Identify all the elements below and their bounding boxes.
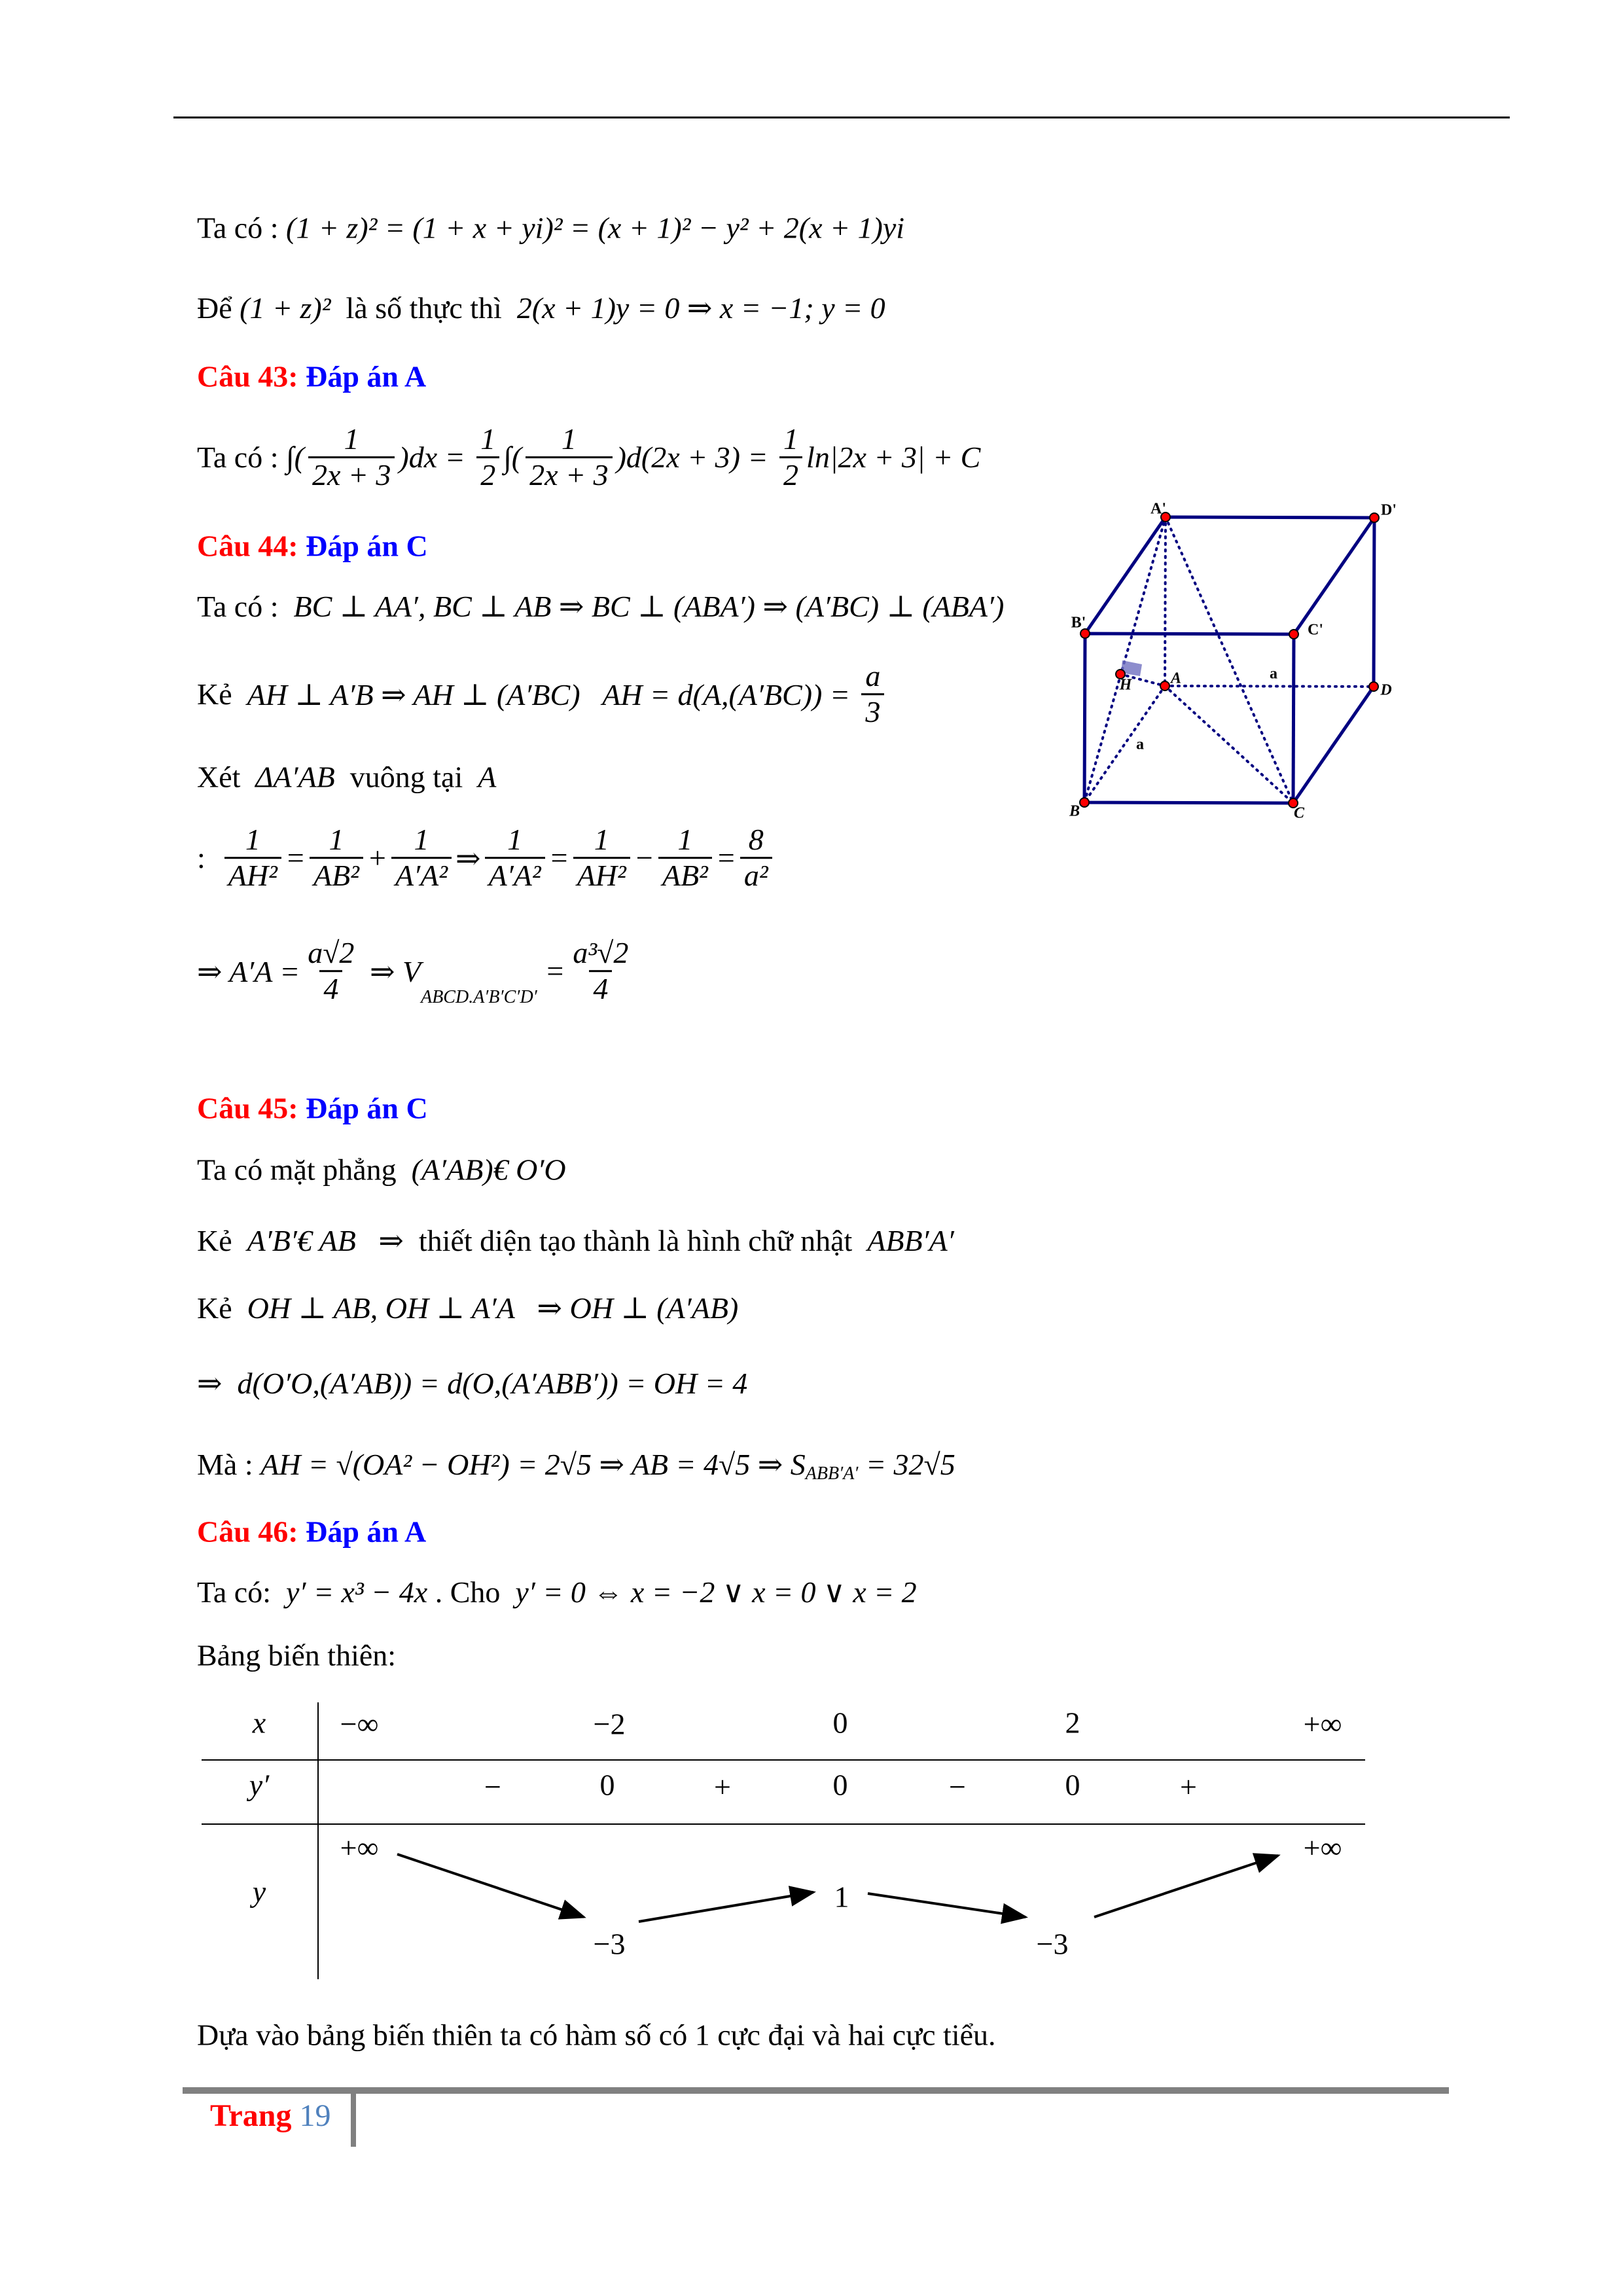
label-h: H [1119, 676, 1132, 694]
label-c-prime: C' [1308, 621, 1323, 639]
math-expression: ⇒ d(O′O,(A′AB)) = d(O,(A′ABB′)) = OH = 4 [197, 1367, 748, 1400]
fraction-denominator: 3 [861, 694, 884, 728]
fraction-numerator: a [865, 659, 881, 693]
math-expression: = [548, 841, 569, 875]
y-value: −3 [593, 1927, 626, 1961]
yprime-zero: 0 [1065, 1768, 1080, 1802]
fraction-numerator: 1 [783, 422, 799, 456]
label-b: B [1069, 802, 1080, 820]
fraction-denominator: A′A² [485, 857, 545, 892]
fraction-denominator: A′A² [391, 857, 452, 892]
math-expression: (1 + z)² = (1 + x + yi)² = (x + 1)² − y² + 2(x + 1)yi [286, 211, 905, 245]
fraction-numerator: 1 [344, 422, 359, 456]
label-d-prime: D' [1381, 501, 1397, 519]
yprime-sign: − [949, 1770, 966, 1804]
question-number: Câu 46: [197, 1515, 306, 1549]
y-value: +∞ [1303, 1831, 1342, 1865]
math-expression: ⇒ [455, 842, 481, 875]
x-value: −2 [593, 1707, 626, 1741]
fraction-denominator: 2 [779, 457, 802, 492]
math-expression: = [537, 954, 565, 988]
fraction-numerator: 1 [245, 823, 260, 857]
label-a-prime: A' [1150, 500, 1166, 518]
edge-ac [1165, 686, 1293, 803]
math-expression: = 32√5 [858, 1447, 955, 1481]
math-expression: (1 + z)² [240, 291, 331, 325]
math-expression: A [478, 760, 497, 794]
fraction-numerator: 1 [561, 422, 577, 456]
math-expression: (A′AB)€ O′O [411, 1153, 566, 1187]
fraction-denominator: AB² [310, 857, 363, 892]
math-expression: 2(x + 1)y = 0 ⇒ x = −1; y = 0 [516, 291, 885, 325]
text-run: Kẻ [197, 677, 247, 711]
answer-label: Đáp án C [306, 529, 428, 563]
yprime-zero: 0 [832, 1768, 848, 1802]
math-expression: = [715, 841, 736, 875]
math-expression: AH = √(OA² − OH²) = 2√5 ⇒ AB = 4√5 ⇒ S [260, 1448, 806, 1481]
math-expression: )dx = [399, 440, 473, 475]
answer-label: Đáp án A [306, 1515, 427, 1549]
page-number-value: 19 [299, 2098, 331, 2133]
x-value: +∞ [1303, 1707, 1342, 1741]
text-run: ⇒ thiết diện tạo thành là hình chữ nhật [355, 1224, 868, 1257]
fraction-numerator: 1 [594, 823, 609, 857]
text-run: Kẻ [197, 1291, 247, 1325]
fraction-numerator: 1 [507, 823, 523, 857]
x-value: 2 [1065, 1706, 1080, 1740]
question-number: Câu 44: [197, 529, 306, 563]
text-run: Dựa vào bảng biến thiên ta có hàm số có 1 cực đại và hai cực tiểu. [197, 2018, 996, 2052]
edge-apc [1166, 517, 1293, 803]
math-expression: ⇒ A′A = [197, 955, 300, 988]
x-value: −∞ [340, 1707, 379, 1741]
math-subscript: ABCD.A′B′C′D′ [421, 986, 537, 1007]
text-run: Ta có : [197, 589, 294, 623]
edge-apb [1084, 517, 1166, 802]
yprime-sign: − [484, 1770, 501, 1804]
fraction-denominator: 4 [589, 971, 612, 1005]
edge-ad [1165, 686, 1374, 687]
text-run: là số thực thì [330, 291, 517, 325]
yprime-sign: + [1180, 1770, 1197, 1804]
footer-rule [183, 2087, 1449, 2094]
text-run: Bảng biến thiên: [197, 1638, 397, 1672]
math-expression: A′B′€ AB [247, 1223, 356, 1257]
math-expression: − [633, 841, 654, 875]
edge-aa [1165, 517, 1166, 686]
text-run: . Cho [427, 1575, 516, 1609]
fraction-denominator: 4 [319, 971, 342, 1005]
fraction-numerator: a√2 [308, 936, 355, 970]
text-run: Ta có: [197, 1575, 287, 1609]
math-expression: ln|2x + 3| + C [806, 440, 981, 475]
edge-ab [1084, 686, 1165, 802]
yprime-label: y′ [249, 1768, 270, 1802]
x-value: 0 [832, 1706, 848, 1740]
page-number [210, 2098, 330, 2134]
y-value: 1 [834, 1880, 849, 1914]
fraction-numerator: 1 [414, 823, 429, 857]
fraction-numerator: 1 [480, 422, 496, 456]
fraction-denominator: 2x + 3 [308, 457, 395, 492]
math-expression: )d(2x + 3) = [616, 440, 776, 475]
text-run: Ta có : [197, 211, 287, 245]
label-b-prime: B' [1071, 614, 1086, 632]
math-expression: ⇒ V [362, 955, 421, 988]
math-expression: OH ⊥ AB, OH ⊥ A′A ⇒ OH ⊥ (A′AB) [247, 1291, 739, 1325]
fraction-denominator: AB² [658, 857, 712, 892]
text-run: Xét [197, 760, 256, 794]
page-label: Trang [210, 2098, 292, 2133]
label-a: A [1170, 670, 1182, 687]
fraction-numerator: 1 [677, 823, 693, 857]
text-run: Mà : [197, 1447, 261, 1481]
math-expression: = [285, 841, 306, 875]
answer-label: Đáp án C [306, 1091, 428, 1125]
text-run: Để [197, 291, 240, 325]
question-number: Câu 45: [197, 1091, 306, 1125]
text-run: Ta có mặt phẳng [197, 1153, 412, 1187]
fraction-denominator: a² [740, 857, 772, 892]
fraction-denominator: 2 [476, 457, 499, 492]
math-expression: y′ = x³ − 4x [286, 1575, 428, 1609]
question-number: Câu 43: [197, 359, 306, 393]
fraction-numerator: 8 [748, 823, 764, 857]
text-run: vuông tại [334, 760, 478, 794]
y-label: y [252, 1874, 266, 1909]
y-value: −3 [1036, 1927, 1069, 1961]
math-subscript: ABB′A′ [805, 1463, 859, 1484]
math-expression: AH ⊥ A′B ⇒ AH ⊥ (A′BC) AH = d(A,(A′BC)) = [247, 678, 858, 711]
label-c: C [1293, 804, 1305, 822]
math-expression: ΔA′AB [255, 760, 335, 794]
text-run: Ta có : [197, 440, 287, 475]
yprime-zero: 0 [599, 1768, 615, 1802]
text-run: Kẻ [197, 1223, 247, 1257]
label-side-a: a [1136, 736, 1144, 753]
yprime-sign: + [714, 1770, 731, 1804]
math-expression: ∫( [286, 440, 304, 475]
text-run: : [197, 841, 221, 875]
fraction-numerator: a³√2 [573, 936, 629, 970]
y-value: +∞ [340, 1831, 379, 1865]
math-expression: ABB′A′ [867, 1223, 954, 1257]
math-expression: + [366, 841, 387, 875]
fraction-denominator: 2x + 3 [526, 457, 612, 492]
fraction-denominator: AH² [224, 857, 281, 892]
fraction-numerator: 1 [329, 823, 344, 857]
fraction-denominator: AH² [573, 857, 630, 892]
x-label: x [252, 1706, 266, 1740]
math-expression: BC ⊥ AA′, BC ⊥ AB ⇒ BC ⊥ (ABA′) ⇒ (A′BC) ⊥ (ABA′) [293, 590, 1005, 623]
label-side-a: a [1270, 665, 1277, 683]
edge-cc [1293, 634, 1294, 803]
label-d: D [1380, 681, 1392, 699]
footer-divider [351, 2090, 356, 2147]
math-expression: ∫( [503, 440, 522, 475]
answer-label: Đáp án A [306, 359, 427, 393]
math-expression: y′ = 0 ⇔ x = −2 ∨ x = 0 ∨ x = 2 [515, 1575, 917, 1609]
